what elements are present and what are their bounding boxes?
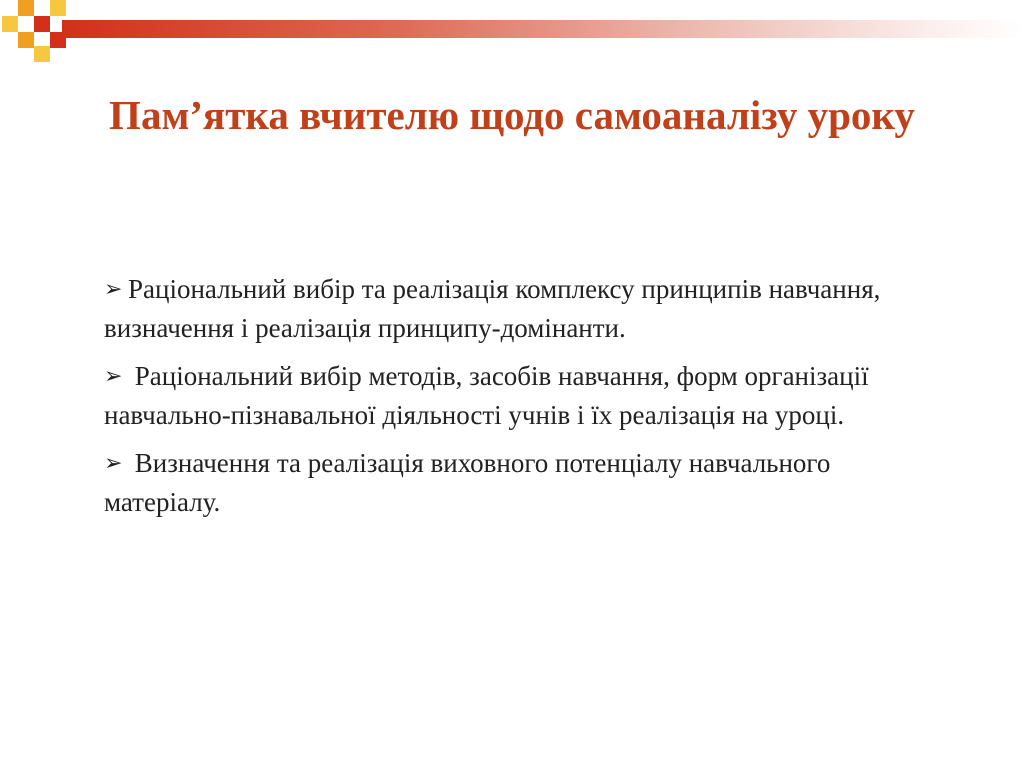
- list-item: [104, 357, 934, 434]
- arrow-bullet-icon: ➢: [104, 277, 123, 302]
- list-item: [104, 444, 934, 521]
- bullet-list: [104, 270, 934, 531]
- bullet-text: Раціональний вибір методів, засобів навчання, форм організації навчально-пізнавальної діяльності учнів і їх реалізація на уроці.: [104, 361, 869, 430]
- slide-title: Пам’ятка вчителю щодо самоаналізу уроку: [109, 92, 915, 138]
- header-gradient-bar: [62, 20, 1024, 38]
- list-item: [104, 270, 934, 347]
- bullet-text: Раціональний вибір та реалізація комплексу принципів навчання, визначення і реалізація принципу-домінанти.: [104, 274, 881, 343]
- bullet-text: Визначення та реалізація виховного потенціалу навчального матеріалу.: [104, 448, 831, 517]
- arrow-bullet-icon: ➢: [104, 364, 123, 389]
- arrow-bullet-icon: ➢: [104, 451, 123, 476]
